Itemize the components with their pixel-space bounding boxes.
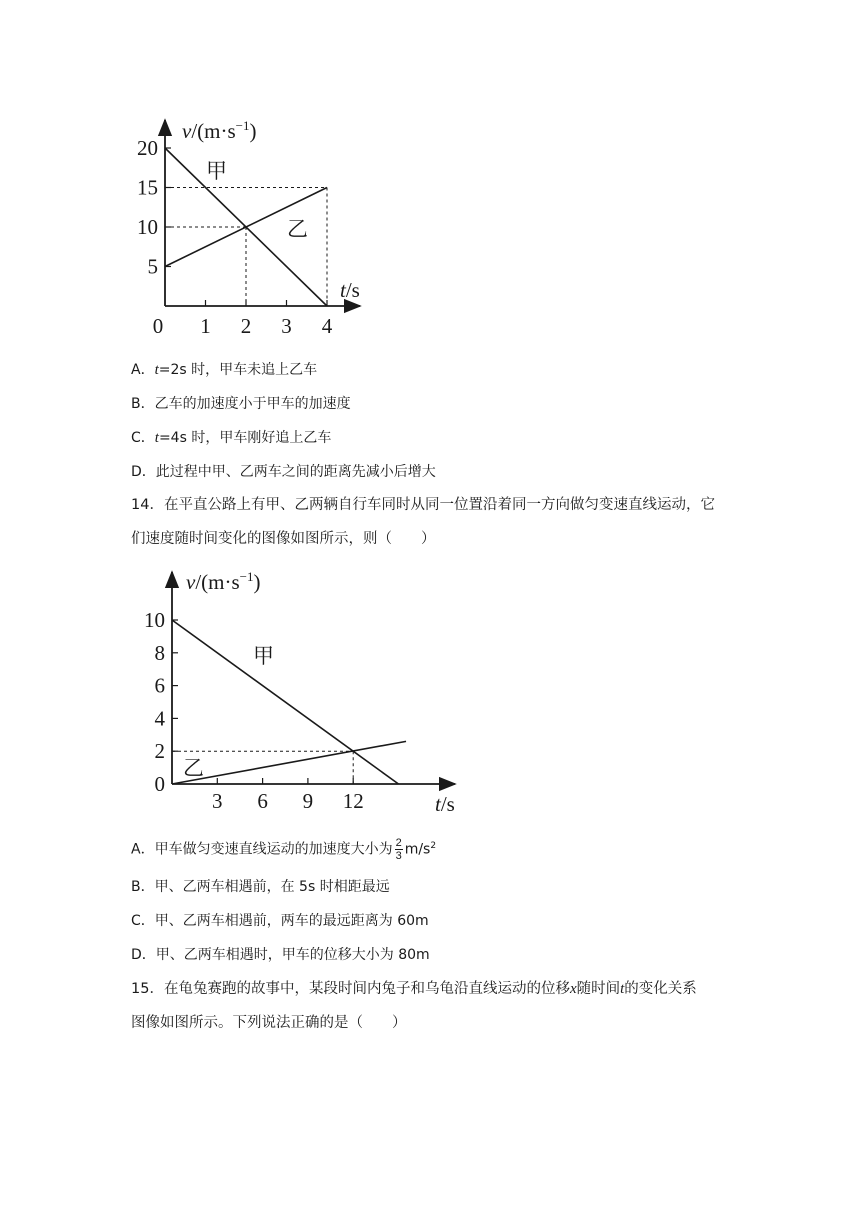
chart1-x-tick-label: 4 — [321, 314, 333, 338]
velocity-time-chart-2 — [0, 560, 860, 820]
chart2-x-axis-label: t/s — [435, 792, 455, 816]
chart1-series-label-jia: 甲 — [206, 159, 227, 183]
q13-option-c[interactable]: C．t=4s 时，甲车刚好追上乙车 — [131, 430, 332, 446]
q14-stem-line-2: 们速度随时间变化的图像如图所示，则（ ） — [131, 531, 436, 547]
velocity-time-chart-1 — [0, 0, 860, 345]
chart2-y-tick-label: 4 — [154, 706, 165, 731]
chart2-x-tick-label: 12 — [342, 789, 364, 813]
chart2-y-tick-label: 0 — [154, 772, 165, 796]
chart1-y-tick-label: 5 — [147, 254, 158, 279]
chart1-x-axis-label: t/s — [340, 278, 360, 302]
chart2-x-tick-label: 9 — [302, 789, 314, 813]
fraction: $\frac{2}{3}$ — [395, 837, 402, 863]
q14-option-b[interactable]: B．甲、乙两车相遇前，在 5s 时相距最远 — [131, 879, 390, 895]
chart2-series-label-jia: 甲 — [253, 644, 274, 668]
chart2-series-line-1 — [172, 741, 406, 784]
chart2-y-tick-label: 2 — [154, 739, 165, 764]
chart2-y-tick-label: 10 — [144, 608, 165, 632]
q13-option-a[interactable]: A．t=2s 时，甲车未追上乙车 — [131, 362, 318, 378]
q13-option-d[interactable]: D．此过程中甲、乙两车之间的距离先减小后增大 — [131, 464, 436, 480]
q14-option-a[interactable]: A．甲车做匀变速直线运动的加速度大小为 $\frac{2}{3}$ $m/s^2$ — [131, 837, 437, 863]
chart1-x-tick-label: 1 — [200, 314, 211, 338]
q15-stem-line-2: 图像如图所示。下列说法正确的是（ ） — [131, 1015, 407, 1031]
chart2-series-label-yi: 乙 — [183, 756, 204, 780]
chart2-y-tick-label: 8 — [154, 640, 165, 665]
chart2-y-tick-label: 6 — [154, 673, 165, 698]
chart2-y-axis-label: $v/(m\cdot s^{-1})$ — [186, 569, 261, 594]
chart2-x-tick-label: 3 — [212, 789, 223, 813]
chart1-x-tick-label: 2 — [240, 314, 252, 338]
chart1-series-label-yi: 乙 — [287, 217, 308, 241]
q15-stem-line-1: 15．在龟兔赛跑的故事中，某段时间内兔子和乌龟沿直线运动的位移x随时间t的变化关系 — [131, 981, 697, 997]
chart1-y-tick-label: 10 — [137, 215, 158, 239]
chart1-x-tick-label: 3 — [281, 314, 292, 338]
chart1-y-tick-label: 15 — [137, 175, 158, 200]
chart1-y-tick-label: 20 — [137, 136, 158, 160]
q14-option-c[interactable]: C．甲、乙两车相遇前，两车的最远距离为 60m — [131, 913, 429, 929]
chart1-y-axis-label: $v/(m\cdot s^{-1})$ — [182, 118, 257, 143]
q13-option-b[interactable]: B．乙车的加速度小于甲车的加速度 — [131, 396, 351, 412]
chart1-x-tick-label: 0 — [152, 314, 164, 338]
q14-stem-line-1: 14．在平直公路上有甲、乙两辆自行车同时从同一位置沿着同一方向做匀变速直线运动，它 — [131, 497, 715, 513]
chart2-series-line-0 — [172, 620, 399, 784]
chart2-x-tick-label: 6 — [257, 789, 268, 813]
q14-option-d[interactable]: D．甲、乙两车相遇时，甲车的位移大小为 80m — [131, 947, 430, 963]
